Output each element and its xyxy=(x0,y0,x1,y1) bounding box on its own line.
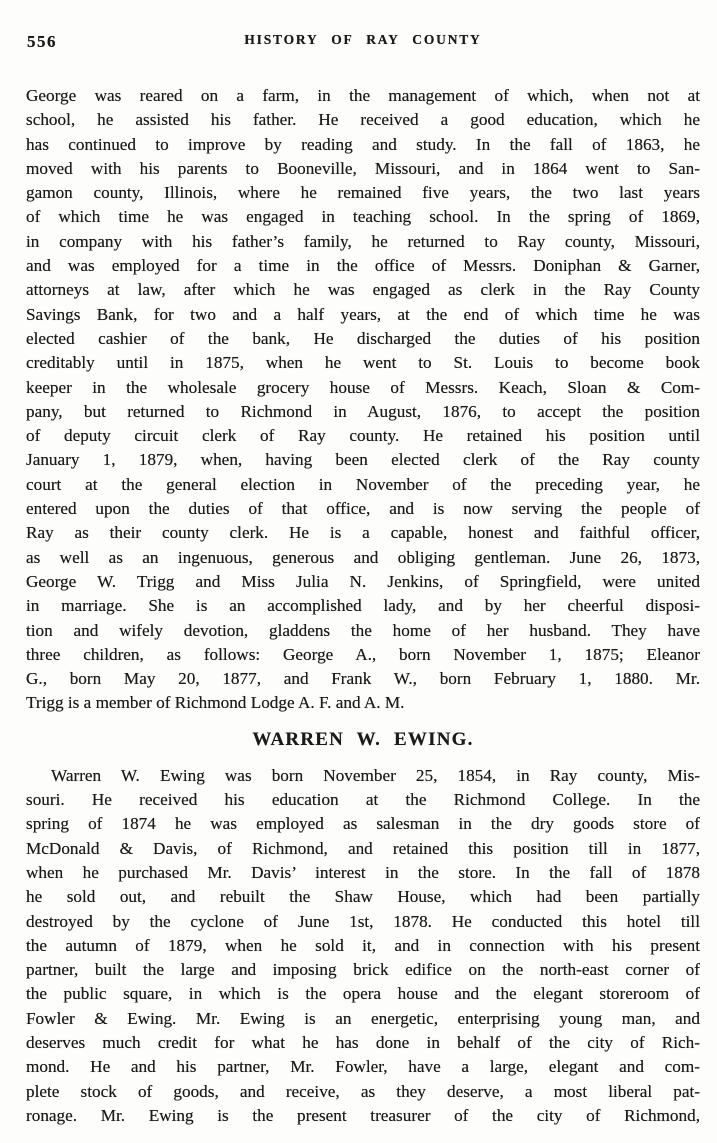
text-line: has continued to improve by reading and study. In the fall of 1863, he xyxy=(26,134,700,154)
text-line: as well as an ingenuous, generous and obliging gentleman. June 26, 1873, xyxy=(26,547,700,567)
text-line: pany, but returned to Richmond in August, 1876, to accept the position xyxy=(26,401,700,421)
text-line: court at the general election in November of the preceding year, he xyxy=(26,474,700,494)
text-line: destroyed by the cyclone of June 1st, 1878. He conducted this hotel till xyxy=(26,911,700,931)
text-line: when he purchased Mr. Davis’ interest in the store. In the fall of 1878 xyxy=(26,862,700,882)
text-line: school, he assisted his father. He received a good education, which he xyxy=(26,110,700,130)
page-number: 556 xyxy=(27,32,57,51)
text-line: he sold out, and rebuilt the Shaw House, which had been partially xyxy=(26,887,700,907)
text-line: George W. Trigg and Miss Julia N. Jenkins, of Springfield, were united xyxy=(26,571,700,591)
running-title: HISTORY OF RAY COUNTY xyxy=(244,32,482,47)
text-line: partner, built the large and imposing brick edifice on the north-east corner of xyxy=(26,960,700,980)
text-line: ronage. Mr. Ewing is the present treasurer of the city of Richmond, xyxy=(26,1105,700,1125)
text-line: souri. He received his education at the Richmond College. In the xyxy=(26,790,700,810)
page-header xyxy=(26,32,700,50)
text-line: Warren W. Ewing was born November 25, 1854, in Ray county, Mis- xyxy=(51,765,700,785)
text-line: and was employed for a time in the office of Messrs. Doniphan & Garner, xyxy=(26,256,700,276)
text-line: the autumn of 1879, when he sold it, and in connection with his present xyxy=(26,935,700,955)
text-line: of which time he was engaged in teaching school. In the spring of 1869, xyxy=(26,207,700,227)
text-line: spring of 1874 he was employed as salesman in the dry goods store of xyxy=(26,814,700,834)
text-line: tion and wifely devotion, gladdens the home of her husband. They have xyxy=(26,620,700,640)
text-line: entered upon the duties of that office, and is now serving the people of xyxy=(26,499,700,519)
text-line: mond. He and his partner, Mr. Fowler, have a large, elegant and com- xyxy=(26,1057,700,1077)
text-line: creditably until in 1875, when he went to St. Louis to become book xyxy=(26,353,700,373)
text-line: three children, as follows: George A., born November 1, 1875; Eleanor xyxy=(26,644,700,664)
text-line: Savings Bank, for two and a half years, at the end of which time he was xyxy=(26,304,700,324)
text-line: Fowler & Ewing. Mr. Ewing is an energetic, enterprising young man, and xyxy=(26,1008,700,1028)
text-line: McDonald & Davis, of Richmond, and retained this position till in 1877, xyxy=(26,838,700,858)
text-line: attorneys at law, after which he was engaged as clerk in the Ray County xyxy=(26,280,700,300)
page-content xyxy=(26,0,700,1128)
text-line: Ray as their county clerk. He is a capable, honest and faithful officer, xyxy=(26,523,700,543)
biography-paragraph-ewing xyxy=(26,764,700,1128)
biography-paragraph-trigg xyxy=(26,84,700,716)
text-line: keeper in the wholesale grocery house of Messrs. Keach, Sloan & Com- xyxy=(26,377,700,397)
text-line: deserves much credit for what he has done in behalf of the city of Rich- xyxy=(26,1032,700,1052)
text-line: in marriage. She is an accomplished lady, and by her cheerful disposi- xyxy=(26,596,700,616)
text-line: the public square, in which is the opera house and the elegant storeroom of xyxy=(26,984,700,1004)
text-line: plete stock of goods, and receive, as they deserve, a most liberal pat- xyxy=(26,1081,700,1101)
text-line: George was reared on a farm, in the management of which, when not at xyxy=(26,86,700,105)
text-line: G., born May 20, 1877, and Frank W., born February 1, 1880. Mr. xyxy=(26,669,700,689)
text-line: elected cashier of the bank, He discharged the duties of his position xyxy=(26,328,700,348)
text-line: gamon county, Illinois, where he remained five years, the two last years xyxy=(26,183,700,203)
text-line: January 1, 1879, when, having been elected clerk of the Ray county xyxy=(26,450,700,470)
text-line: moved with his parents to Booneville, Missouri, and in 1864 went to San- xyxy=(26,158,700,178)
text-line: in company with his father’s family, he returned to Ray county, Missouri, xyxy=(26,231,700,251)
section-heading-warren-w-ewing: WARREN W. EWING. xyxy=(252,728,474,750)
text-line: of deputy circuit clerk of Ray county. He retained his position until xyxy=(26,426,700,446)
text-line: Trigg is a member of Richmond Lodge A. F. and A. M. xyxy=(26,693,405,713)
